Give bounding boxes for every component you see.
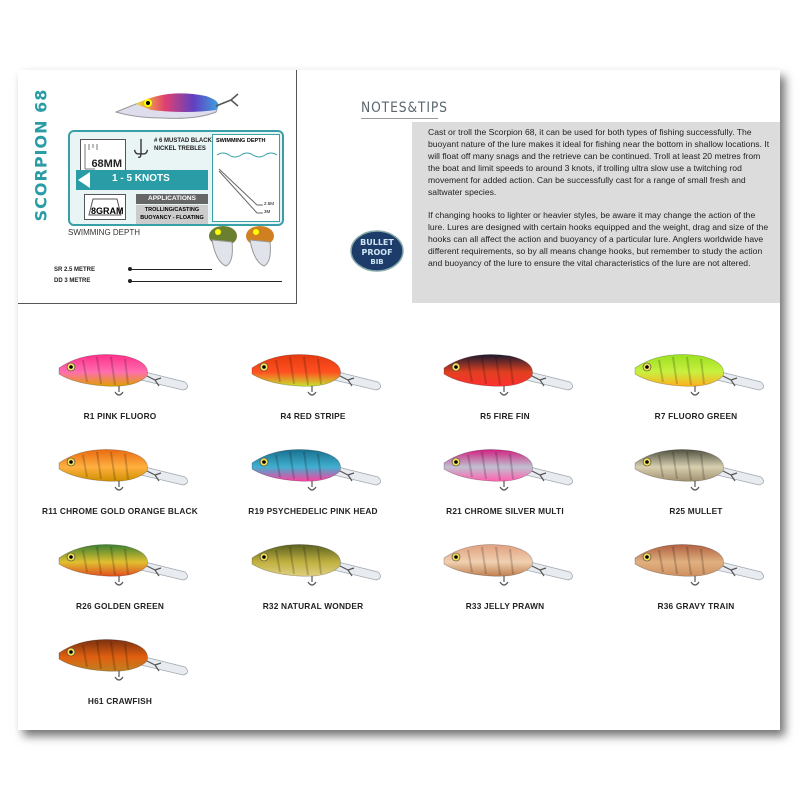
brand-title: SCORPION 68 [31,88,51,222]
lure-name: R21 CHROME SILVER MULTI [446,506,564,516]
weight-spec: 8GRAM [84,194,126,220]
spec-info-box [68,130,284,226]
notes-title-underline [361,118,438,119]
lure-name: R32 NATURAL WONDER [262,601,364,611]
depth-lures-image [198,222,288,272]
length-spec: 68MM [80,139,126,174]
hook-spec: # 6 MUSTAD BLACK NICKEL TREBLES [154,138,212,152]
hero-lure-image [106,82,256,132]
lure-card [420,348,590,438]
lure-image [35,538,205,600]
notes-paragraph-2: If changing hooks to lighter or heavier styles, be aware it may change the action of the lure. Lures are designed with certain hooks equipped and the weight, drag and size of the hooks can all affect the action and buoyancy of a particular lure. Anglers worldwide have different requirements, so by all means change hooks, but remember to study the action and buoyancy of the lure to ensure the vital characteristics of the lure are not altered. [428,210,769,268]
lure-card [611,348,781,438]
bullet-proof-bib-badge [350,230,404,272]
lure-image [228,443,398,505]
lure-name: R25 MULLET [669,506,723,516]
lure-card [611,443,781,533]
lure-card [35,633,205,723]
lure-image [35,443,205,505]
lure-name: R4 RED STRIPE [280,411,346,421]
lure-name: R7 FLUORO GREEN [654,411,738,421]
lure-image [611,443,781,505]
lure-card [35,443,205,533]
lure-image [420,348,590,410]
lure-image [35,633,205,695]
lure-card [228,443,398,533]
notes-paragraph-1: Cast or troll the Scorpion 68, it can be used for both types of fishing successfully. The buoyant nature of the lure makes it ideal for fishing near the bottom in shallow locations. It will float off many snags and the retrieve can be continued. Troll at least 20 metres from the boat and limit speeds to around 3 knots, if trolling ultra slow use a twitching rod movement for added action. Can be successfully cast for a range of small fresh and saltwater species. [428,127,770,197]
lure-image [228,538,398,600]
lure-card [420,443,590,533]
lure-image [611,538,781,600]
lure-name: R33 JELLY PRAWN [465,601,545,611]
lure-image [420,443,590,505]
svg-text:PROOF: PROOF [361,248,393,257]
svg-text:BIB: BIB [370,258,384,266]
applications-text: TROLLING/CASTING BUOYANCY - FLOATING [136,205,208,224]
treble-hook-icon [130,136,152,160]
catalog-page [18,70,780,730]
lure-image [35,348,205,410]
lure-card [35,538,205,628]
lure-name: R11 CHROME GOLD ORANGE BLACK [42,506,198,516]
swimming-depth-diagram: SWIMMING DEPTH 2.5M 3M [212,134,280,222]
svg-text:BULLET: BULLET [360,238,394,247]
speed-spec: 1 - 5 KNOTS [76,170,208,190]
depth-mark-sr: 2.5M [264,201,275,206]
notes-panel [412,122,780,303]
lure-name: R1 PINK FLUORO [83,411,157,421]
depth-mark-dd: 3M [264,209,271,214]
spec-panel [18,70,297,304]
lure-card [420,538,590,628]
lure-image [228,348,398,410]
lure-image [611,348,781,410]
sr-depth-label: SR 2.5 METRE [54,267,96,273]
swimming-depth-label: SWIMMING DEPTH [68,228,140,237]
lure-card [228,348,398,438]
lure-name: R19 PSYCHEDELIC PINK HEAD [248,506,378,516]
lure-card [228,538,398,628]
notes-title: NOTES&TIPS [361,100,448,116]
lure-card [35,348,205,438]
lure-card [611,538,781,628]
lure-name: H61 CRAWFISH [87,696,153,706]
sr-depth-line [130,269,212,270]
lure-image [420,538,590,600]
applications-heading: APPLICATIONS [136,194,208,204]
dd-depth-line [130,281,282,282]
lure-name: R26 GOLDEN GREEN [75,601,165,611]
dd-depth-label: DD 3 METRE [54,278,91,284]
lure-name: R36 GRAVY TRAIN [657,601,735,611]
lure-name: R5 FIRE FIN [480,411,530,421]
